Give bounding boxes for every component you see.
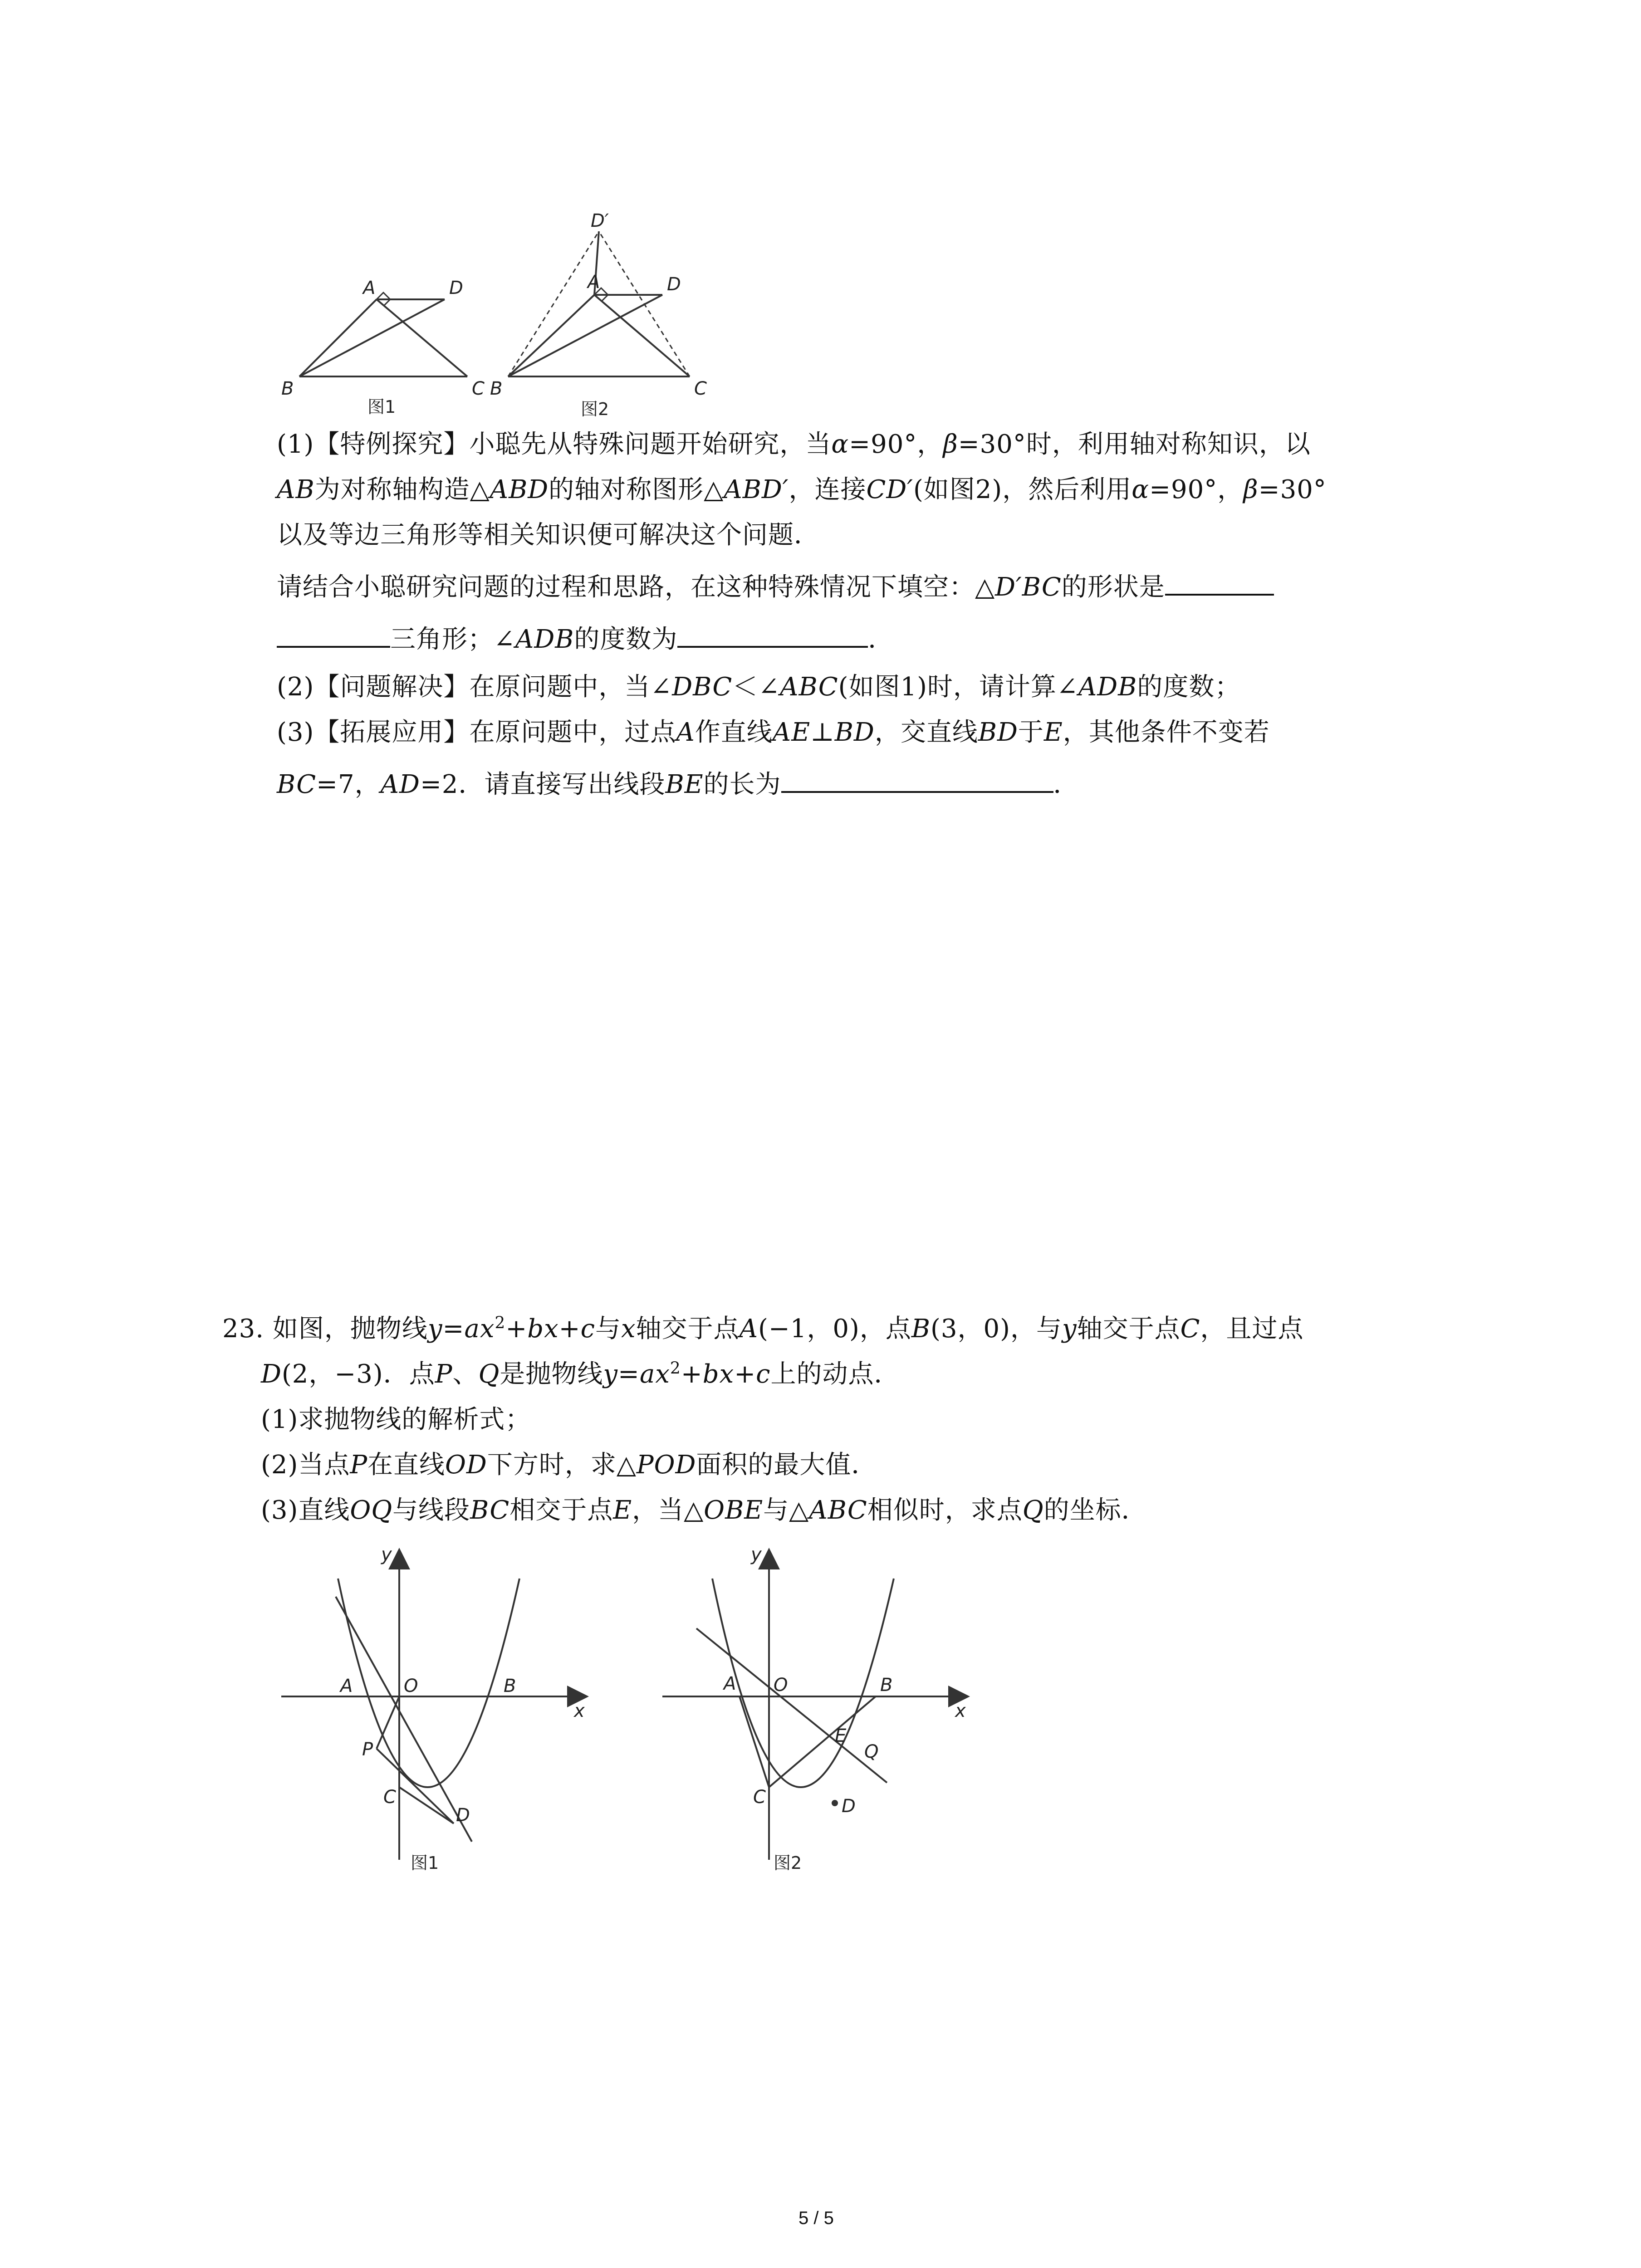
caption-fig2: 图2 (774, 1853, 802, 1873)
q22-part1-line1: (1)【特例探究】小聪先从特殊问题开始研究，当α=90°，β=30°时，利用轴对称知识，以 (277, 430, 1311, 459)
q22-part1-line2: AB为对称轴构造△ABD的轴对称图形△ABD′，连接CD′(如图2)，然后利用α=90°，β=30° (277, 475, 1327, 504)
q22-part1-line3: 以及等边三角形等相关知识便可解决这个问题． (277, 520, 820, 550)
point-d (832, 1800, 838, 1806)
q22-part3-line2: BC=7，AD=2．请直接写出线段BE的长为 ． (277, 767, 1079, 801)
label-d: D (449, 278, 463, 298)
label-a: A (588, 272, 600, 293)
figure-2-bottom (658, 1542, 985, 1878)
label-o: O (404, 1676, 418, 1696)
answer-blank-shape-a[interactable] (1165, 569, 1274, 596)
label-p: P (362, 1739, 373, 1760)
label-c: C (753, 1787, 766, 1808)
figure-2-top (490, 210, 744, 426)
label-a: A (340, 1676, 353, 1696)
label-b: B (281, 378, 294, 399)
label-x: x (955, 1701, 966, 1721)
q23-line3: (1)求抛物线的解析式； (261, 1405, 531, 1434)
q23-line2: D(2，−3)．点P、Q是抛物线$y=ax^2+bx+c$上的动点． (261, 1359, 900, 1389)
label-d: D (667, 274, 681, 295)
label-y: y (751, 1544, 762, 1565)
line-pd (377, 1749, 454, 1823)
label-c: C (472, 378, 485, 399)
caption-fig1: 图1 (411, 1853, 439, 1873)
line-ac (740, 1696, 769, 1787)
segment-ba (299, 299, 377, 376)
caption-fig2: 图2 (581, 399, 609, 419)
label-c: C (383, 1787, 396, 1808)
label-o: O (774, 1675, 788, 1696)
label-d: D (842, 1796, 856, 1817)
label-b: B (880, 1675, 893, 1696)
q22-part2: (2)【问题解决】在原问题中，当∠DBC＜∠ABC(如图1)时，请计算∠ADB的度数； (277, 672, 1241, 702)
answer-blank-be[interactable] (781, 767, 1053, 793)
label-e: E (835, 1725, 847, 1746)
page-number: 5 / 5 (798, 2208, 834, 2228)
label-x: x (574, 1701, 585, 1721)
figure-1-bottom (272, 1542, 599, 1878)
label-b: B (504, 1676, 516, 1696)
segment-ac (594, 295, 690, 376)
line-op (377, 1696, 399, 1749)
line-od (336, 1597, 472, 1842)
label-c: C (694, 378, 707, 399)
line-bc (769, 1696, 879, 1787)
label-d-prime: D′ (591, 210, 609, 231)
caption-fig1: 图1 (367, 397, 396, 417)
segment-bd (508, 295, 662, 376)
q22-part1-line5: 三角形；∠ADB的度数为 ． (277, 621, 894, 655)
figure-1-top (272, 272, 499, 426)
q23-line5: (3)直线OQ与线段BC相交于点E，当△OBE与△ABC相似时，求点Q的坐标． (261, 1496, 1147, 1525)
answer-blank-shape-b[interactable] (277, 621, 390, 648)
label-q: Q (864, 1741, 879, 1762)
label-y: y (381, 1544, 392, 1565)
label-b: B (490, 378, 503, 399)
q23-line4: (2)当点P在直线OD下方时，求△POD面积的最大值． (261, 1450, 877, 1480)
q22-part3-line1: (3)【拓展应用】在原问题中，过点A作直线AE⊥BD，交直线BD于E，其他条件不变若 (277, 718, 1270, 747)
q23-line1: 23. 如图，抛物线$y=ax^2+bx+c$与x轴交于点A(−1，0)，点B(3，0)，与y轴交于点C，且过点 (222, 1314, 1304, 1344)
label-a: A (724, 1673, 736, 1694)
label-d: D (456, 1805, 470, 1826)
label-a: A (363, 278, 376, 298)
q22-part1-line4: 请结合小聪研究问题的过程和思路，在这种特殊情况下填空：△D′BC的形状是 (277, 569, 1274, 603)
dashed-cd-prime (599, 231, 690, 376)
answer-blank-angle[interactable] (677, 621, 868, 648)
